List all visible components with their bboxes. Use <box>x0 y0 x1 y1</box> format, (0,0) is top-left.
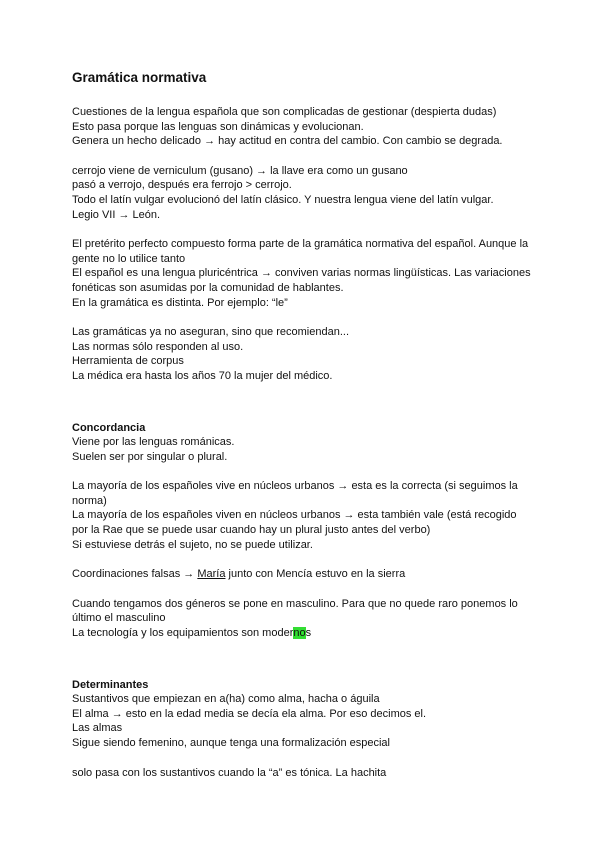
text-line: En la gramática es distinta. Por ejemplo: “le” <box>72 296 288 309</box>
text-line: cerrojo viene de verniculum (gusano) → la llave era como un gusano <box>72 164 408 177</box>
text-line: La mayoría de los españoles vive en núcleos urbanos → esta es la correcta (si seguimos la norma) <box>72 480 518 507</box>
spacer <box>72 399 532 421</box>
text-line: La mayoría de los españoles viven en núcleos urbanos → esta también vale (está recogido por la Rae que se puede usar cuando hay un plural justo antes del verbo) <box>72 509 517 537</box>
section-heading: Concordancia <box>72 421 146 434</box>
text-line: El alma → esto en la edad media se decía ela alma. Por eso decimos el. <box>72 707 427 720</box>
paragraph-preterito <box>72 237 532 310</box>
text-line: La médica era hasta los años 70 la mujer del médico. <box>72 369 333 382</box>
paragraph-generos <box>72 597 532 641</box>
text-line: Cuando tengamos dos géneros se pone en masculino. Para que no quede raro ponemos lo último el masculino <box>72 597 518 625</box>
text-line: Sigue siendo femenino, aunque tenga una formalización especial <box>72 737 390 749</box>
text-line: El pretérito perfecto compuesto forma parte de la gramática normativa del español. Aunque la gente no lo utilice tanto <box>72 238 529 265</box>
text-line: Las normas sólo responden al uso. <box>72 340 244 353</box>
text-line: Las almas <box>72 722 123 735</box>
text-line: El español es una lengua pluricéntrica → conviven varias normas lingüísticas. Las variaciones fonéticas son asumidas por la comunidad de hablantes. <box>72 267 531 294</box>
paragraph-mayoria <box>72 479 532 552</box>
spacer <box>72 656 532 678</box>
text-line: Todo el latín vulgar evolucionó del latín clásico. Y nuestra lengua viene del latín vulgar. <box>72 193 494 206</box>
underlined-word: María <box>197 568 226 581</box>
text-line: solo pasa con los sustantivos cuando la “a” es tónica. La hachita <box>72 766 387 779</box>
text-line: Herramienta de corpus <box>72 355 184 368</box>
text-line: Si estuviese detrás el sujeto, no se puede utilizar. <box>72 538 313 551</box>
text-line: Suelen ser por singular o plural. <box>72 450 228 463</box>
text-fragment: La tecnología y los equipamientos son moder <box>72 627 294 640</box>
text-line <box>72 626 532 641</box>
text-fragment: junto con Mencía estuvo en la sierra <box>225 568 406 581</box>
paragraph-cerrojo <box>72 164 532 222</box>
document-page <box>72 70 532 795</box>
text-line <box>72 567 532 582</box>
section-heading: Determinantes <box>72 678 149 691</box>
section-concordancia <box>72 421 532 465</box>
text-fragment: s <box>305 627 312 640</box>
paragraph-intro <box>72 105 532 149</box>
text-line: Legio VII → León. <box>72 208 161 221</box>
paragraph-coordinaciones <box>72 567 532 582</box>
text-line: Cuestiones de la lengua española que son complicadas de gestionar (despierta dudas) <box>72 106 497 118</box>
text-line: Sustantivos que empiezan en a(ha) como alma, hacha o águila <box>72 693 380 706</box>
text-fragment: Coordinaciones falsas → <box>72 568 198 581</box>
document-title: Gramática normativa <box>72 70 207 85</box>
section-determinantes <box>72 678 532 751</box>
text-line: Esto pasa porque las lenguas son dinámicas y evolucionan. <box>72 120 364 133</box>
paragraph-gramaticas <box>72 325 532 383</box>
highlighted-text: no <box>293 627 306 640</box>
paragraph-hachita <box>72 766 532 781</box>
text-line: Viene por las lenguas románicas. <box>72 436 235 449</box>
text-line: Las gramáticas ya no aseguran, sino que recomiendan... <box>72 326 349 339</box>
text-line: pasó a verrojo, después era ferrojo > cerrojo. <box>72 179 292 192</box>
text-line: Genera un hecho delicado → hay actitud en contra del cambio. Con cambio se degrada. <box>72 135 503 148</box>
